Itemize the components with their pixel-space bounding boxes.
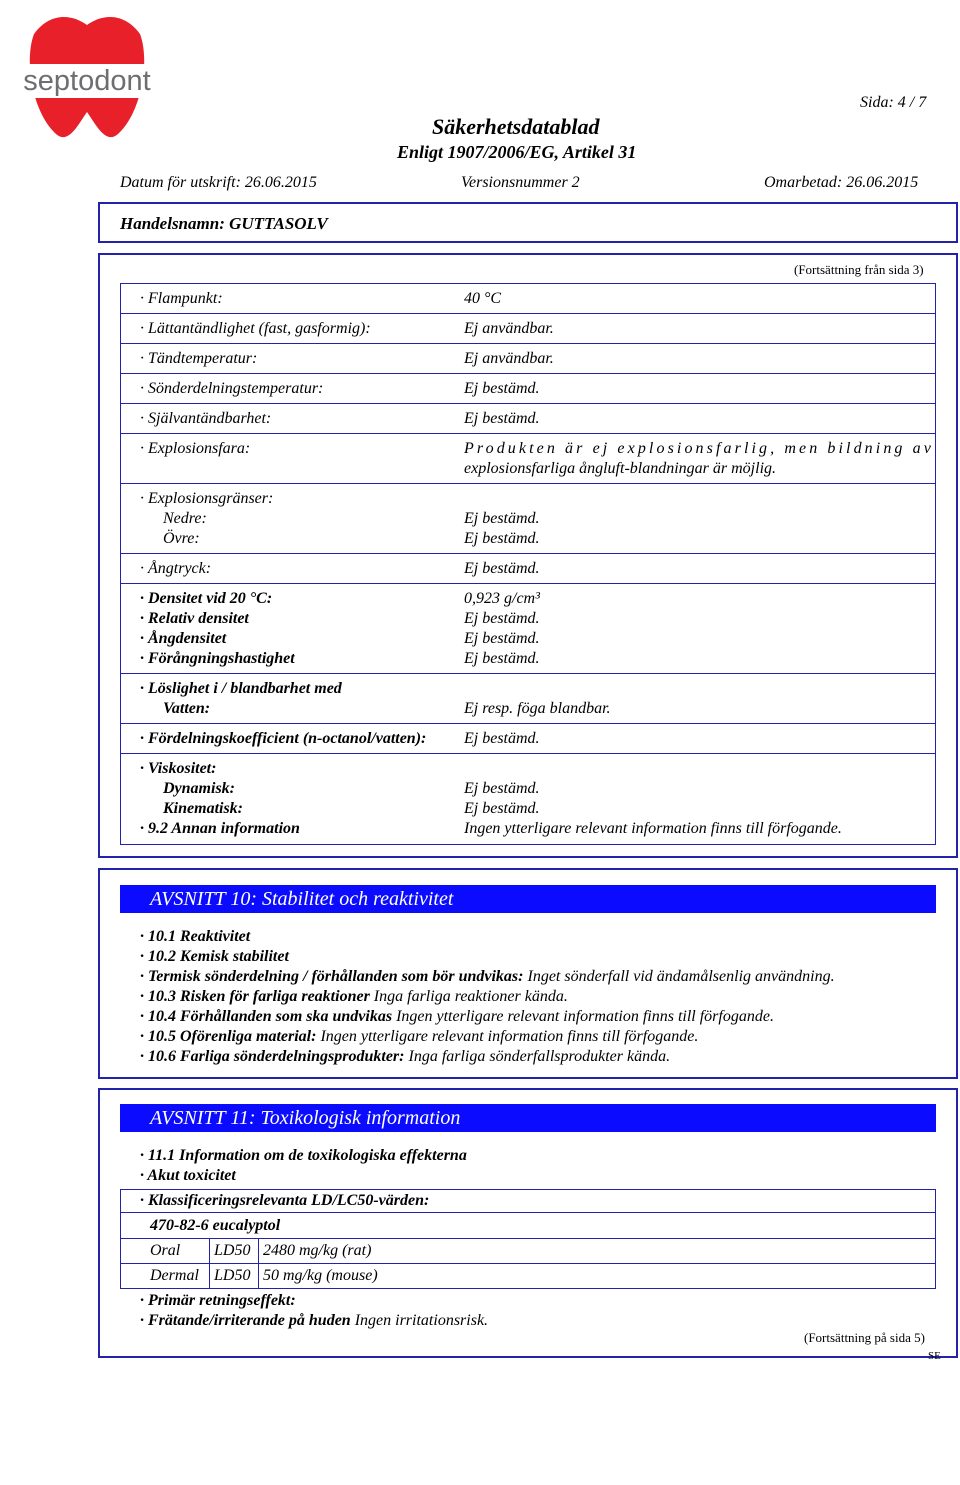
explosion-value-line1: Produkten är ej explosionsfarlig, men bildning av	[464, 440, 934, 457]
other-info-label: · 9.2 Annan information	[140, 820, 300, 837]
chemical-stability-label: · 10.2 Kemisk stabilitet	[140, 948, 289, 965]
vapour-density-value: Ej bestämd.	[464, 630, 540, 647]
section-10-heading: AVSNITT 10: Stabilitet och reaktivitet	[150, 888, 454, 910]
incompatible-materials-value: Ingen ytterligare relevant information finns till förfogande.	[320, 1028, 699, 1045]
type-oral: LD50	[214, 1242, 251, 1259]
kinematic-viscosity-value: Ej bestämd.	[464, 800, 540, 817]
ignition-temp-value: Ej användbar.	[464, 350, 554, 367]
explosion-value-line2: explosionsfarliga ångluft-blandningar är möjlig.	[464, 460, 777, 477]
section-10-heading-band	[120, 885, 936, 913]
route-dermal: Dermal	[150, 1267, 199, 1284]
self-ignition-label: · Självantändbarhet:	[140, 410, 272, 427]
incompatible-materials-line	[140, 1028, 698, 1046]
incompatible-materials-label: · 10.5 Oförenliga material:	[140, 1028, 317, 1045]
relative-density-value: Ej bestämd.	[464, 610, 540, 627]
continued-from: (Fortsättning från sida 3)	[794, 262, 924, 277]
acute-toxicity-label: · Akut toxicitet	[140, 1167, 236, 1184]
continued-to: (Fortsättning på sida 5)	[804, 1330, 925, 1345]
decomposition-temp-label: · Sönderdelningstemperatur:	[140, 380, 324, 397]
flash-point-label: · Flampunkt:	[140, 290, 223, 307]
upper-limit-value: Ej bestämd.	[464, 530, 540, 547]
trade-name: Handelsnamn: GUTTASOLV	[120, 214, 328, 233]
upper-limit-label: Övre:	[163, 530, 200, 547]
print-date: Datum för utskrift: 26.06.2015	[120, 174, 317, 191]
skin-corrosion-value: Ingen irritationsrisk.	[354, 1312, 489, 1329]
explosion-label: · Explosionsfara:	[140, 440, 251, 457]
partition-coefficient-value: Ej bestämd.	[464, 730, 540, 747]
ignition-temp-label: · Tändtemperatur:	[140, 350, 258, 367]
skin-corrosion-label: · Frätande/irriterande på huden	[140, 1312, 351, 1329]
page-number: Sida: 4 / 7	[860, 94, 927, 111]
kinematic-viscosity-label: Kinematisk:	[163, 800, 244, 817]
document-title: Säkerhetsdatablad	[432, 114, 600, 139]
relative-density-label: · Relativ densitet	[140, 610, 249, 627]
flammability-value: Ej användbar.	[464, 320, 554, 337]
dynamic-viscosity-label: Dynamisk:	[163, 780, 235, 797]
primary-irritation-label: · Primär retningseffekt:	[140, 1292, 296, 1309]
partition-coefficient-label: · Fördelningskoefficient (n-octanol/vatten):	[140, 730, 427, 747]
lower-limit-label: Nedre:	[163, 510, 207, 527]
route-oral: Oral	[150, 1242, 181, 1259]
decomposition-temp-value: Ej bestämd.	[464, 380, 540, 397]
section-11-heading: AVSNITT 11: Toxikologisk information	[150, 1107, 461, 1129]
skin-corrosion-line	[140, 1312, 488, 1330]
explosion-limits-label: · Explosionsgränser:	[140, 490, 274, 507]
vapour-density-label: · Ångdensitet	[140, 630, 227, 647]
septodont-logo	[14, 8, 160, 150]
water-label: Vatten:	[163, 700, 211, 717]
thermal-decomposition-label: · Termisk sönderdelning / förhållanden som bör undvikas:	[140, 968, 524, 985]
lower-limit-value: Ej bestämd.	[464, 510, 540, 527]
other-info-value: Ingen ytterligare relevant information finns till förfogande.	[464, 820, 842, 837]
document-subtitle: Enligt 1907/2006/EG, Artikel 31	[397, 142, 637, 162]
toxicological-info-label: · 11.1 Information om de toxikologiska effekterna	[140, 1147, 467, 1164]
self-ignition-value: Ej bestämd.	[464, 410, 540, 427]
evaporation-rate-label: · Förångningshastighet	[140, 650, 295, 667]
revision-date: Omarbetad: 26.06.2015	[764, 174, 919, 191]
version-number: Versionsnummer 2	[461, 174, 580, 191]
decomposition-products-label: · 10.6 Farliga sönderdelningsprodukter:	[140, 1048, 405, 1065]
country-code: SE	[928, 1350, 941, 1362]
dynamic-viscosity-value: Ej bestämd.	[464, 780, 540, 797]
value-oral: 2480 mg/kg (rat)	[263, 1242, 372, 1259]
ld50-header: · Klassificeringsrelevanta LD/LC50-värden:	[140, 1192, 430, 1209]
density-value: 0,923 g/cm³	[464, 590, 540, 607]
decomposition-products-line	[140, 1048, 670, 1066]
evaporation-rate-value: Ej bestämd.	[464, 650, 540, 667]
conditions-to-avoid-line	[140, 1008, 774, 1026]
thermal-decomposition-value: Inget sönderfall vid ändamålsenlig användning.	[527, 968, 835, 985]
hazardous-reactions-line	[140, 988, 568, 1006]
water-value: Ej resp. föga blandbar.	[464, 700, 611, 717]
thermal-decomposition-line	[140, 968, 835, 986]
vapour-pressure-value: Ej bestämd.	[464, 560, 540, 577]
vapour-pressure-label: · Ångtryck:	[140, 560, 212, 577]
solubility-label: · Löslighet i / blandbarhet med	[140, 680, 342, 697]
substance-name: 470-82-6 eucalyptol	[150, 1217, 281, 1234]
flash-point-value: 40 °C	[464, 290, 502, 307]
section-11-heading-band	[120, 1104, 936, 1132]
flammability-label: · Lättantändlighet (fast, gasformig):	[140, 320, 371, 337]
conditions-to-avoid-value: Ingen ytterligare relevant information finns till förfogande.	[396, 1008, 774, 1025]
hazardous-reactions-value: Inga farliga reaktioner kända.	[373, 988, 568, 1005]
viscosity-label: · Viskositet:	[140, 760, 217, 777]
logo-text: septodont	[23, 65, 151, 97]
reactivity-label: · 10.1 Reaktivitet	[140, 928, 251, 945]
hazardous-reactions-label: · 10.3 Risken för farliga reaktioner	[140, 988, 370, 1005]
density-label: · Densitet vid 20 °C:	[140, 590, 273, 607]
conditions-to-avoid-label: · 10.4 Förhållanden som ska undvikas	[140, 1008, 393, 1025]
trade-name-box	[98, 202, 958, 243]
type-dermal: LD50	[214, 1267, 251, 1284]
value-dermal: 50 mg/kg (mouse)	[263, 1267, 378, 1284]
decomposition-products-value: Inga farliga sönderfallsprodukter kända.	[408, 1048, 671, 1065]
